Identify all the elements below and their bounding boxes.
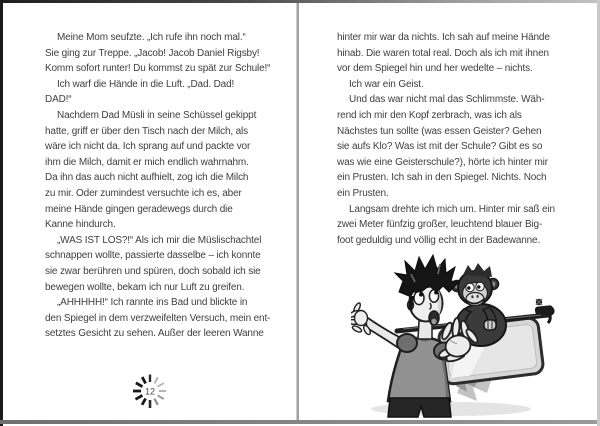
page-number-badge [126, 367, 174, 415]
text-line: was wie eine Geisterschule?), hörte ich hinter mir [337, 156, 548, 168]
left-page [3, 3, 296, 420]
text-line: hatte, griff er über den Tisch nach der Milch, als [45, 125, 248, 137]
illustration-boy-and-monkey [351, 251, 558, 418]
text-line: hinter mir war da nichts. Ich sah auf meine Hände [337, 32, 550, 43]
text-line: „WAS IST LOS?!“ Als ich mir die Müslischachtel [57, 234, 262, 246]
text-line: Ich war ein Geist. [349, 78, 424, 90]
starburst-icon [126, 367, 174, 415]
text-line: rend ich mir den Kopf zerbrach, was ich als [337, 109, 522, 121]
text-line: zu mir. Oder zumindest versuchte ich es, aber [45, 187, 242, 199]
monkey-figure [452, 263, 507, 346]
text-line: ein Prusten. Ich sah in den Spiegel. Nichts. Noch [337, 172, 547, 184]
page-number: 12 [144, 386, 156, 397]
right-page [299, 3, 597, 420]
scan-edge-top [0, 0, 600, 3]
left-page-text [45, 30, 279, 342]
text-line: Nachdem Dad Müsli in seine Schüssel gekippt [57, 109, 257, 121]
scan-edge-bottom [0, 420, 600, 424]
illustration-svg [351, 251, 558, 418]
text-line: sie aufs Klo? Was ist mit der Schule? Gibt es so [337, 141, 543, 153]
text-line: bewegen wollte, bekam ich nur Luft zu greifen. [45, 281, 245, 293]
text-line: ein Prusten. [337, 187, 389, 199]
text-line: den Spiegel in dem verzweifelten Versuch, mein ent- [45, 312, 271, 324]
text-line: Ich warf die Hände in die Luft. „Dad. Dad! [57, 78, 235, 90]
text-line: DAD!“ [45, 94, 72, 106]
page-gutter [296, 3, 299, 420]
text-line: Da ihn das auch nicht aufhielt, zog ich die Milch [45, 172, 249, 184]
text-line: Komm sofort runter! Du kommst zu spät zur Schule!“ [45, 63, 271, 75]
boy-head [395, 255, 459, 325]
boy-shorts [388, 398, 451, 417]
text-line: foot geduldig und völlig echt in der Badewanne. [337, 234, 541, 246]
text-line: Sie ging zur Treppe. „Jacob! Jacob Daniel Rigsby! [45, 47, 260, 59]
text-line: vor dem Spiegel hin und her wedelte – nichts. [337, 63, 533, 75]
text-line: Meine Mom seufzte. „Ich rufe ihn noch mal.“ [57, 32, 246, 43]
boy-back-arm [351, 302, 403, 351]
text-line: ihm die Milch, damit er mich endlich wahrnahm. [45, 156, 249, 168]
text-line: sie zwar berühren und spüren, doch sobald ich sie [45, 265, 261, 277]
text-line: hinab. Die waren total real. Doch als ich mit ihnen [337, 47, 549, 59]
text-line: wäre ich nicht da. Ich sprang auf und packte vor [45, 141, 251, 153]
text-line: meine Hände gingen geradewegs durch die [45, 203, 233, 215]
text-line: Und das war nicht mal das Schlimmste. Wäh- [349, 94, 545, 106]
faucet-icon [535, 299, 555, 323]
text-line: Langsam drehte ich mich um. Hinter mir saß ein [349, 203, 555, 215]
boy-left-sleeve [397, 334, 417, 352]
text-line: Kanne hindurch. [45, 219, 116, 231]
text-line: setztes Gesicht zu sehen. Außer der leeren Wanne [45, 328, 264, 340]
text-line: schnappen wollte, passierte dasselbe – ich konnte [45, 250, 261, 262]
scan-edge-left [0, 0, 3, 426]
text-line: Nächstes tun sollte (was essen Geister? Gehen [337, 125, 542, 137]
text-line: „AHHHHH!“ Ich rannte ins Bad und blickte in [57, 297, 248, 309]
right-page-text [337, 30, 573, 248]
text-line: zwei Meter fünfzig großer, leuchtend blauer Big- [337, 219, 543, 231]
